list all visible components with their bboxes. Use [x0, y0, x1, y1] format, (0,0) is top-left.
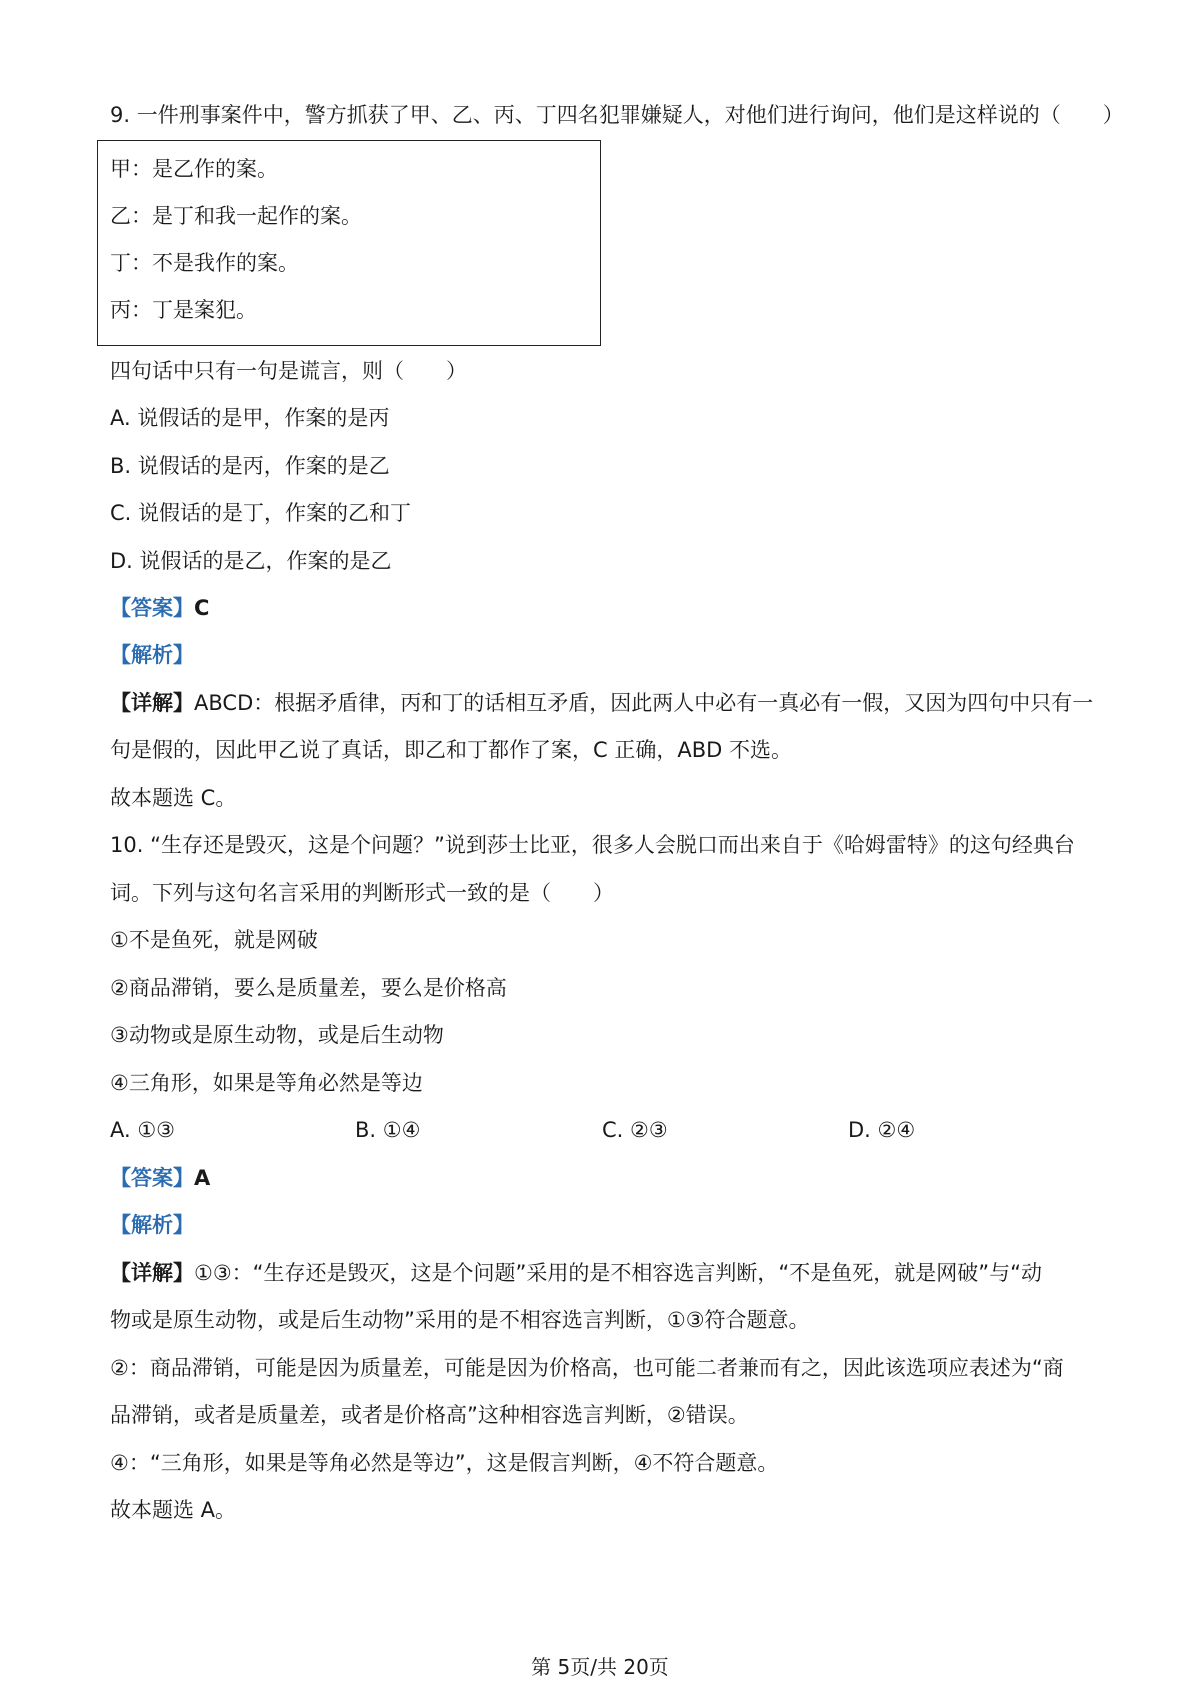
analysis-label: 【解析】 [110, 1213, 194, 1237]
q9-analysis-label [110, 640, 194, 670]
q9-statement-box [97, 140, 601, 346]
page-footer: 第 5页/共 20页 [531, 1655, 669, 1679]
q9-statement-2: 乙：是丁和我一起作的案。 [110, 204, 362, 228]
q9-statement-3: 丁：不是我作的案。 [110, 251, 299, 275]
answer-value: C [194, 596, 210, 620]
q10-detail-line-5: ④：“三角形，如果是等角必然是等边”，这是假言判断，④不符合题意。 [110, 1451, 779, 1475]
q10-detail-line-4: 品滞销，或者是质量差，或者是价格高”这种相容选言判断，②错误。 [110, 1403, 749, 1427]
q10-detail-line-1 [110, 1258, 1042, 1288]
q10-stem-line-2: 词。下列与这句名言采用的判断形式一致的是（ ） [110, 881, 614, 905]
q9-statement-4: 丙：丁是案犯。 [110, 298, 257, 322]
detail-label: 【详解】 [110, 691, 194, 715]
q10-detail-line-2: 物或是原生动物，或是后生动物”采用的是不相容选言判断，①③符合题意。 [110, 1308, 810, 1332]
detail-text: ABCD：根据矛盾律，丙和丁的话相互矛盾，因此两人中必有一真必有一假，又因为四句中只有一 [194, 691, 1094, 715]
q10-option-a: A. ①③ [110, 1118, 175, 1142]
q9-option-c: C. 说假话的是丁，作案的乙和丁 [110, 501, 412, 525]
analysis-label: 【解析】 [110, 643, 194, 667]
q10-analysis-label [110, 1210, 194, 1240]
answer-label: 【答案】 [110, 596, 194, 620]
q9-prompt: 四句话中只有一句是谎言，则（ ） [110, 359, 467, 383]
q10-option-d: D. ②④ [848, 1118, 916, 1142]
q10-item-3: ③动物或是原生动物，或是后生动物 [110, 1023, 444, 1047]
q9-detail-line-2: 句是假的，因此甲乙说了真话，即乙和丁都作了案，C 正确，ABD 不选。 [110, 738, 792, 762]
q10-answer [110, 1163, 210, 1193]
q10-item-2: ②商品滞销，要么是质量差，要么是价格高 [110, 976, 507, 1000]
detail-text: ①③：“生存还是毁灭，这是个问题”采用的是不相容选言判断，“不是鱼死，就是网破”与“动 [194, 1261, 1043, 1285]
q10-detail-line-3: ②：商品滞销，可能是因为质量差，可能是因为价格高，也可能二者兼而有之，因此该选项应表述为“商 [110, 1356, 1064, 1380]
q9-detail-line-1 [110, 688, 1093, 718]
q9-conclusion: 故本题选 C。 [110, 786, 237, 810]
q10-item-4: ④三角形，如果是等角必然是等边 [110, 1071, 423, 1095]
q10-option-c: C. ②③ [602, 1118, 668, 1142]
q9-option-d: D. 说假话的是乙，作案的是乙 [110, 549, 392, 573]
answer-value: A [194, 1166, 211, 1190]
q9-option-b: B. 说假话的是丙，作案的是乙 [110, 454, 390, 478]
q10-option-b: B. ①④ [355, 1118, 421, 1142]
q10-stem-line-1: 10. “生存还是毁灭，这是个问题？”说到莎士比亚，很多人会脱口而出来自于《哈姆雷特》的这句经典台 [110, 833, 1075, 857]
q9-stem: 9. 一件刑事案件中，警方抓获了甲、乙、丙、丁四名犯罪嫌疑人，对他们进行询问，他们是这样说的（ ） [110, 103, 1124, 127]
q10-conclusion: 故本题选 A。 [110, 1498, 237, 1522]
answer-label: 【答案】 [110, 1166, 194, 1190]
detail-label: 【详解】 [110, 1261, 194, 1285]
q9-answer [110, 593, 209, 623]
q9-option-a: A. 说假话的是甲，作案的是丙 [110, 406, 390, 430]
q9-statement-1: 甲：是乙作的案。 [110, 157, 278, 181]
q10-item-1: ①不是鱼死，就是网破 [110, 928, 318, 952]
